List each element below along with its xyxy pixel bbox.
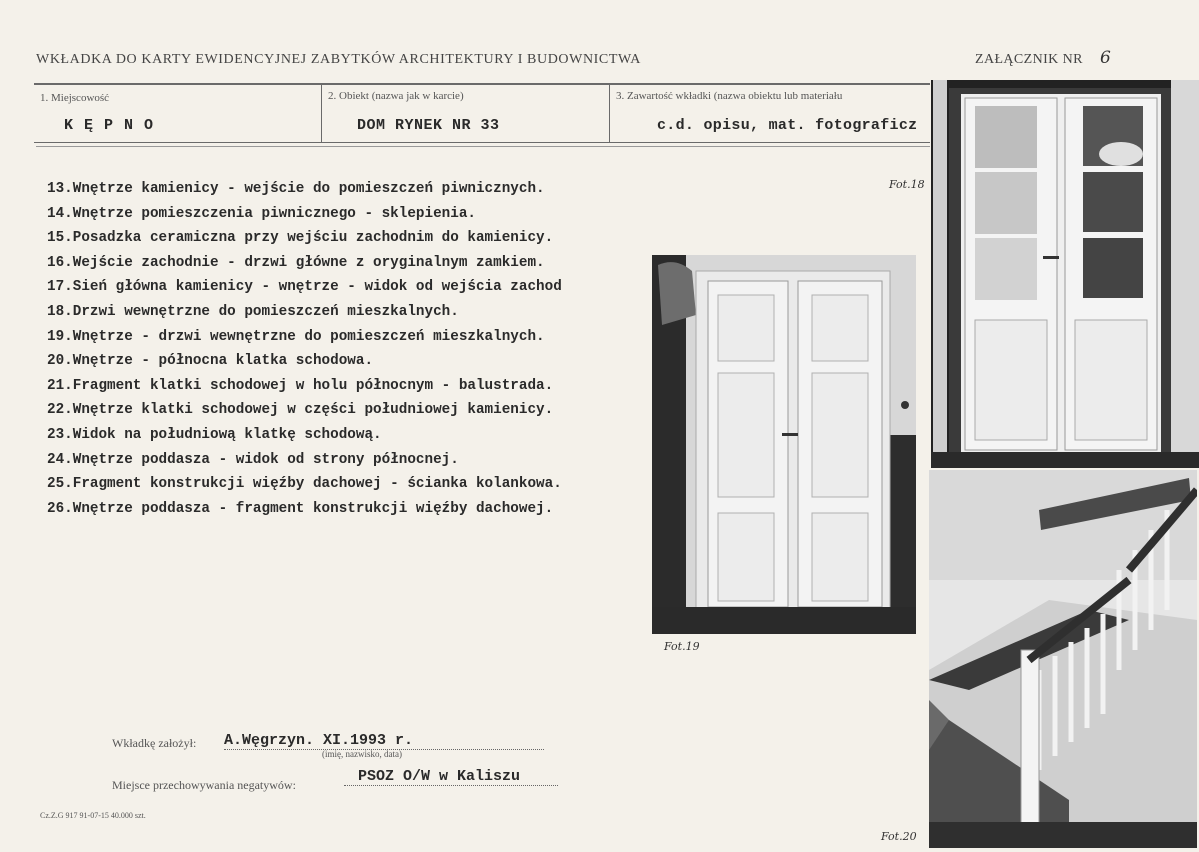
- object-value: DOM RYNEK NR 33: [357, 117, 500, 134]
- annex-number: 6: [1100, 48, 1111, 68]
- caption-photo-18: Fot.18: [889, 178, 925, 191]
- photo-20-image: [929, 470, 1197, 848]
- storage-label: Miejsce przechowywania negatywów:: [112, 778, 296, 792]
- list-item: 18.Drzwi wewnętrzne do pomieszczeń mieszkalnych.: [47, 303, 459, 320]
- locality-label: 1. Miejscowość: [40, 92, 110, 104]
- list-item: 15.Posadzka ceramiczna przy wejściu zachodnim do kamienicy.: [47, 230, 554, 247]
- list-item: 13.Wnętrze kamienicy - wejście do pomieszczeń piwnicznych.: [47, 181, 545, 197]
- list-item: 21.Fragment klatki schodowej w holu północnym - balustrada.: [47, 377, 554, 394]
- caption-photo-19: Fot.19: [664, 640, 700, 653]
- table-top-rule: [34, 83, 930, 85]
- list-item: 16.Wejście zachodnie - drzwi główne z oryginalnym zamkiem.: [47, 254, 545, 271]
- object-label: 2. Obiekt (nazwa jak w karcie): [328, 90, 464, 102]
- locality-value: K Ę P N O: [64, 117, 155, 134]
- created-by-label: Wkładkę założył:: [112, 736, 197, 750]
- list-item: 17.Sień główna kamienicy - wnętrze - widok od wejścia zachod: [47, 279, 562, 296]
- list-item: 14.Wnętrze pomieszczenia piwnicznego - sklepienia.: [47, 205, 476, 222]
- photo-20-staircase: [929, 470, 1197, 848]
- list-item: 24.Wnętrze poddasza - widok od strony północnej.: [47, 451, 459, 468]
- photo-18-image: [931, 80, 1199, 468]
- content-value: c.d. opisu, mat. fotograficz: [657, 117, 918, 134]
- list-item: 23.Widok na południową klatkę schodową.: [47, 426, 382, 443]
- photo-19-image: [652, 255, 916, 634]
- list-item: 22.Wnętrze klatki schodowej w części południowej kamienicy.: [47, 402, 554, 419]
- storage-value: PSOZ O/W w Kaliszu: [344, 768, 558, 786]
- annex-label: ZAŁĄCZNIK NR: [975, 52, 1083, 67]
- list-item: 26.Wnętrze poddasza - fragment konstrukcji więźby dachowej.: [47, 500, 554, 517]
- column-divider-1: [321, 85, 322, 142]
- created-by-hint: (imię, nazwisko, data): [322, 749, 402, 759]
- print-info: Cz.Z.G 917 91-07-15 40.000 szt.: [40, 811, 146, 820]
- photo-18-glazed-doors: [931, 80, 1199, 468]
- created-by-value: A.Węgrzyn. XI.1993 r.: [224, 732, 544, 750]
- document-title: WKŁADKA DO KARTY EWIDENCYJNEJ ZABYTKÓW ARCHITEKTURY I BUDOWNICTWA: [36, 52, 641, 67]
- content-label: 3. Zawartość wkładki (nazwa obiektu lub materiału: [616, 90, 843, 102]
- list-item: 25.Fragment konstrukcji więźby dachowej - ścianka kolankowa.: [47, 476, 562, 493]
- column-divider-2: [609, 85, 610, 142]
- caption-photo-20: Fot.20: [881, 830, 917, 843]
- photo-list: [47, 177, 651, 521]
- photo-19-panel-doors: [652, 255, 916, 634]
- list-item: 20.Wnętrze - północna klatka schodowa.: [47, 353, 374, 370]
- table-bottom-rule: [34, 142, 930, 143]
- table-double-rule: [36, 146, 930, 147]
- list-item: 19.Wnętrze - drzwi wewnętrzne do pomieszczeń mieszkalnych.: [47, 328, 545, 345]
